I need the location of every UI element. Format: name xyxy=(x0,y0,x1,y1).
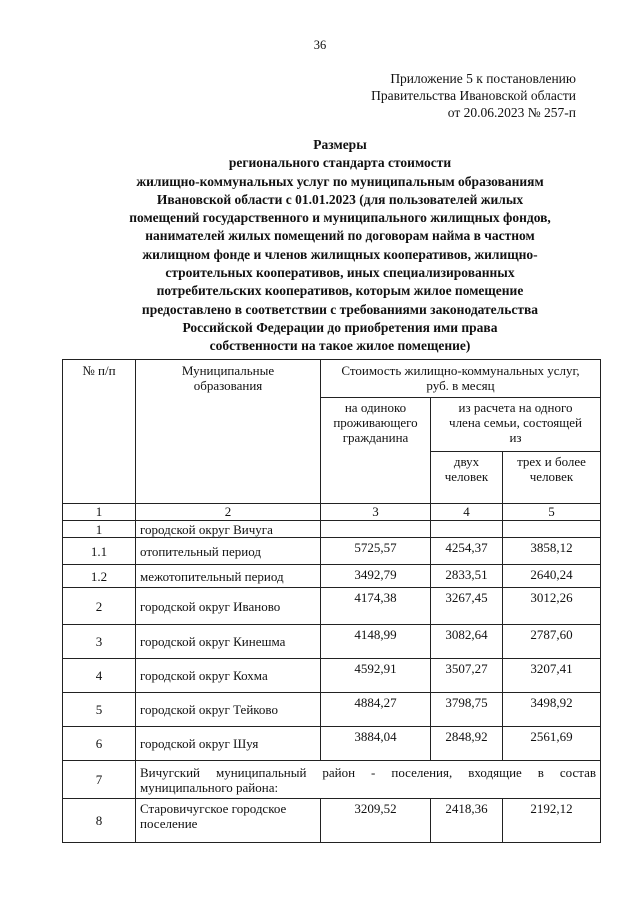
cost-three-plus: 2192,12 xyxy=(503,799,601,843)
table-row xyxy=(63,799,601,843)
column-number: 3 xyxy=(321,504,431,521)
header-no: № п/п xyxy=(63,360,136,504)
cost-two: 3082,64 xyxy=(431,625,503,659)
header-row xyxy=(63,360,601,398)
cost-two: 4254,37 xyxy=(431,538,503,565)
section-row xyxy=(63,761,601,799)
header-two: двух человек xyxy=(431,452,503,504)
section-text-line: Вичугский муниципальный район - поселения, входящие в состав xyxy=(140,764,596,780)
cost-single xyxy=(321,521,431,538)
title-line: жилищно-коммунальных услуг по муниципальным образованиям xyxy=(136,173,544,189)
row-number: 1.2 xyxy=(63,565,136,588)
municipality-name: городской округ Иваново xyxy=(136,588,321,625)
table-row xyxy=(63,693,601,727)
cost-single: 4592,91 xyxy=(321,659,431,693)
column-number: 5 xyxy=(503,504,601,521)
cost-three-plus: 3207,41 xyxy=(503,659,601,693)
page-number: 36 xyxy=(313,38,327,52)
document-title xyxy=(90,136,590,356)
table-row xyxy=(63,538,601,565)
header-municipality: Муниципальные образования xyxy=(136,360,321,504)
row-number: 7 xyxy=(63,761,136,799)
section-text-line: муниципального района: xyxy=(140,779,279,795)
row-number: 1.1 xyxy=(63,538,136,565)
cost-two: 3507,27 xyxy=(431,659,503,693)
municipality-name: городской округ Кинешма xyxy=(136,625,321,659)
cost-three-plus: 2787,60 xyxy=(503,625,601,659)
cost-single: 3209,52 xyxy=(321,799,431,843)
title-line: помещений государственного и муниципального жилищных фондов, xyxy=(129,210,551,226)
title-line: Российской Федерации до приобретения ими права xyxy=(182,319,498,335)
cost-single: 3492,79 xyxy=(321,565,431,588)
appendix-block xyxy=(371,70,576,121)
title-line: потребительских кооперативов, которым жилое помещение xyxy=(156,283,524,299)
cost-single: 4148,99 xyxy=(321,625,431,659)
title-line: Ивановской области с 01.01.2023 (для пользователей жилых xyxy=(156,191,524,207)
cost-standard-table xyxy=(62,359,601,843)
appendix-line: от 20.06.2023 № 257-п xyxy=(447,105,576,120)
cost-three-plus: 2561,69 xyxy=(503,727,601,761)
table-row xyxy=(63,625,601,659)
table-row xyxy=(63,521,601,538)
table-row xyxy=(63,588,601,625)
row-number: 3 xyxy=(63,625,136,659)
municipality-name: межотопительный период xyxy=(136,565,321,588)
municipality-name: Старовичугское городское поселение xyxy=(136,799,321,843)
column-number: 4 xyxy=(431,504,503,521)
table-row xyxy=(63,727,601,761)
cost-three-plus: 3012,26 xyxy=(503,588,601,625)
cost-two: 3267,45 xyxy=(431,588,503,625)
cost-two xyxy=(431,521,503,538)
municipality-name: городской округ Вичуга xyxy=(136,521,321,538)
title-line: жилищном фонде и членов жилищных кооперативов, жилищно- xyxy=(142,246,538,262)
cost-single: 4884,27 xyxy=(321,693,431,727)
section-text xyxy=(136,761,601,799)
table-row xyxy=(63,659,601,693)
title-line: регионального стандарта стоимости xyxy=(228,155,452,171)
municipality-name: городской округ Шуя xyxy=(136,727,321,761)
title-line: собственности на такое жилое помещение) xyxy=(209,338,471,354)
cost-single: 4174,38 xyxy=(321,588,431,625)
table-row xyxy=(63,565,601,588)
cost-three-plus xyxy=(503,521,601,538)
title-line: нанимателей жилых помещений по договорам найма в частном xyxy=(145,228,535,244)
municipality-name: городской округ Кохма xyxy=(136,659,321,693)
municipality-name: отопительный период xyxy=(136,538,321,565)
row-number: 1 xyxy=(63,521,136,538)
header-cost: Стоимость жилищно-коммунальных услуг, руб. в месяц xyxy=(321,360,601,398)
cost-three-plus: 3498,92 xyxy=(503,693,601,727)
cost-two: 3798,75 xyxy=(431,693,503,727)
header-three-plus: трех и более человек xyxy=(503,452,601,504)
header-single: на одиноко проживающего гражданина xyxy=(321,398,431,504)
row-number: 4 xyxy=(63,659,136,693)
column-number-row xyxy=(63,504,601,521)
cost-single: 5725,57 xyxy=(321,538,431,565)
cost-three-plus: 2640,24 xyxy=(503,565,601,588)
row-number: 5 xyxy=(63,693,136,727)
row-number: 6 xyxy=(63,727,136,761)
column-number: 1 xyxy=(63,504,136,521)
cost-three-plus: 3858,12 xyxy=(503,538,601,565)
municipality-name: городской округ Тейково xyxy=(136,693,321,727)
row-number: 2 xyxy=(63,588,136,625)
cost-single: 3884,04 xyxy=(321,727,431,761)
title-line: предоставлено в соответствии с требованиями законодательства xyxy=(141,301,539,317)
title-line: строительных кооперативов, иных специализированных xyxy=(165,265,515,281)
appendix-line: Правительства Ивановской области xyxy=(371,88,576,103)
row-number: 8 xyxy=(63,799,136,843)
header-per-member: из расчета на одного члена семьи, состоящей из xyxy=(431,398,601,452)
cost-two: 2833,51 xyxy=(431,565,503,588)
cost-two: 2418,36 xyxy=(431,799,503,843)
title-line: Размеры xyxy=(313,137,367,152)
cost-two: 2848,92 xyxy=(431,727,503,761)
column-number: 2 xyxy=(136,504,321,521)
appendix-line: Приложение 5 к постановлению xyxy=(390,71,576,86)
